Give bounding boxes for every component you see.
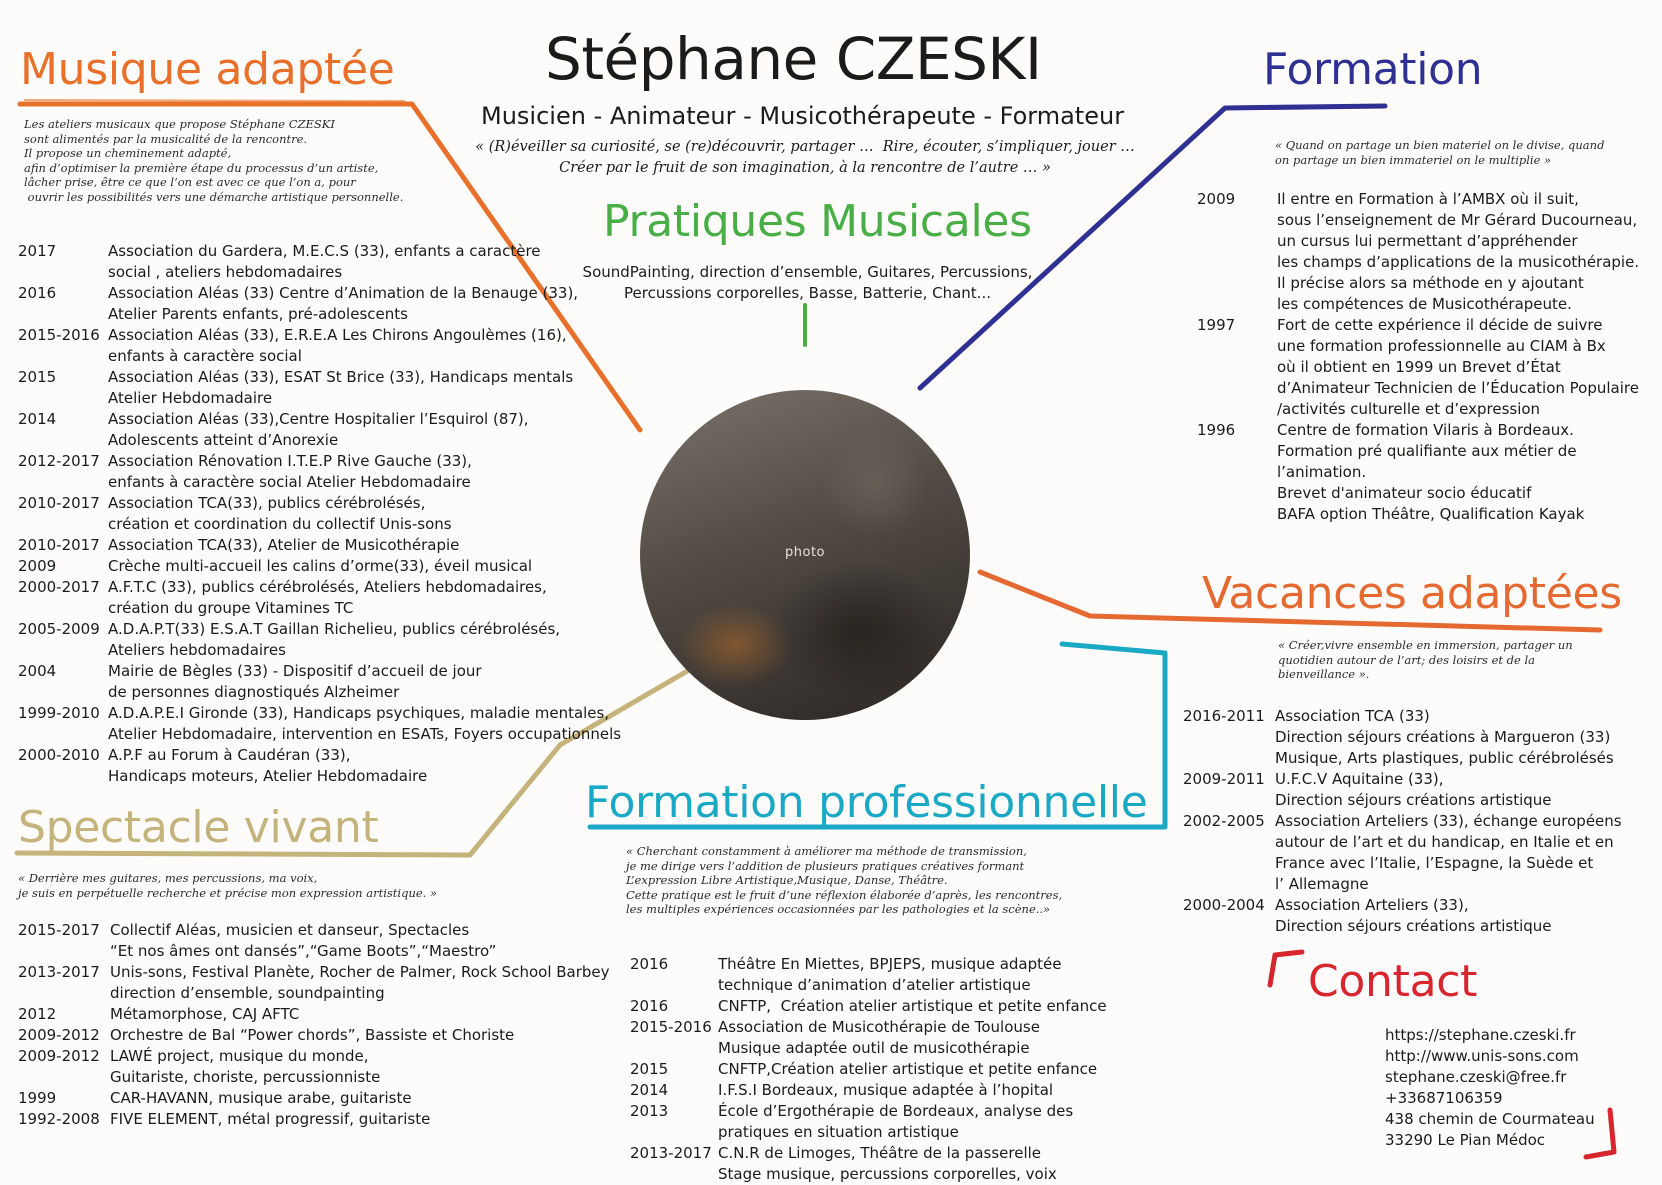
list-item [630,1017,1110,1059]
list-item [18,703,622,745]
spectacle-vivant-list [18,920,608,1130]
list-item [630,954,1110,996]
entry-description: Mairie de Bègles (33) - Dispositif d’accueil de jour de personnes diagnostiqués Alzheimer [108,662,482,701]
musique-adaptee-quote: Les ateliers musicaux que propose Stéphane CZESKI sont alimentés par la musicalité de la rencontre. Il propose un cheminement adapté, afin d’optimiser la première étape du processus d’un artiste, lâcher prise, être ce que l’on est avec ce que l’on a, pour ouvrir les possibilités vers une démarche artistique personnelle. [24,117,404,204]
contact-address-city: 33290 Le Pian Médoc [1385,1131,1546,1149]
entry-description: Association Aléas (33), ESAT St Brice (33), Handicaps mentals Atelier Hebdomadaire [108,368,574,407]
entry-description: Association du Gardera, M.E.C.S (33), enfants a caractère social , ateliers hebdomadaires [108,242,541,281]
entry-description: Il entre en Formation à l’AMBX où il suit, sous l’enseignement de Mr Gérard Ducourneau, un cursus lui permettant d’appréhender les champs d’applications de la musicothérapie. Il précise alors sa méthode en y ajoutant les compétences de Musicothérapeute. [1277,190,1640,313]
formation-pro-heading: Formation professionnelle [585,777,1148,828]
entry-date: 2016 [630,997,669,1015]
entry-date: 2000-2010 [18,746,100,764]
entry-date: 2017 [18,242,57,260]
entry-date: 2013 [630,1102,669,1120]
portrait-photo [640,390,970,720]
entry-description: École d’Ergothérapie de Bordeaux, analyse des pratiques en situation artistique [718,1102,1074,1141]
entry-date: 2010-2017 [18,536,100,554]
list-item [18,577,608,619]
entry-date: 1996 [1197,421,1236,439]
entry-date: 2014 [630,1081,669,1099]
entry-date: 2004 [18,662,57,680]
entry-description: Unis-sons, Festival Planète, Rocher de Palmer, Rock School Barbey direction d’ensemble, soundpainting [110,963,610,1002]
formation-pro-list [630,954,1110,1185]
list-item [18,241,608,283]
list-item [18,535,608,556]
formation-list [1197,189,1640,525]
entry-date: 2015-2016 [630,1018,712,1036]
pratiques-heading: Pratiques Musicales [603,196,1032,247]
list-item [18,745,608,787]
list-item [18,619,608,661]
list-item [18,283,608,325]
contact-unis-sons-link[interactable]: http://www.unis-sons.com [1385,1047,1579,1065]
entry-date: 2016-2011 [1183,707,1265,725]
entry-date: 2009-2011 [1183,770,1265,788]
entry-date: 1997 [1197,316,1236,334]
contact-heading: Contact [1308,956,1478,1007]
list-item [1183,811,1623,895]
list-item [18,920,608,962]
entry-description: LAWÉ project, musique du monde, Guitariste, choriste, percussionniste [110,1047,381,1086]
musique-adaptee-list [18,241,622,787]
list-item [630,1101,1110,1143]
page-title: Stéphane CZESKI [545,25,1042,93]
entry-description: I.F.S.I Bordeaux, musique adaptée à l’hopital [718,1081,1054,1099]
list-item [18,367,608,409]
list-item [1183,769,1623,811]
list-item [1197,189,1640,315]
entry-description: A.D.A.P.T(33) E.S.A.T Gaillan Richelieu, publics cérébrolésés, Ateliers hebdomadaires [108,620,561,659]
list-item [18,1088,608,1109]
entry-date: 2015 [18,368,57,386]
photo-placeholder-label: photo [785,545,825,560]
entry-date: 2000-2017 [18,578,100,596]
contact-phone: +33687106359 [1385,1089,1503,1107]
entry-description: Association Aléas (33), E.R.E.A Les Chirons Angoulèmes (16), enfants à caractère social [108,326,567,365]
list-item [18,962,608,1004]
entry-description: Théâtre En Miettes, BPJEPS, musique adaptée technique d’animation d’atelier artistique [718,955,1062,994]
entry-description: C.N.R de Limoges, Théâtre de la passerelle Stage musique, percussions corporelles, voix [718,1144,1057,1183]
contact-lines [1385,1025,1595,1151]
entry-description: Association TCA(33), Atelier de Musicothérapie [108,536,460,554]
vacances-quote: « Créer,vivre ensemble en immersion, partager un quotidien autour de l’art; des loisirs et de la bienveillance ». [1278,638,1573,681]
list-item [1197,315,1637,420]
entry-description: FIVE ELEMENT, métal progressif, guitariste [110,1110,431,1128]
entry-date: 2013-2017 [18,963,100,981]
list-item [1183,895,1623,937]
entry-date: 2012 [18,1005,57,1023]
entry-description: A.F.T.C (33), publics cérébrolésés, Ateliers hebdomadaires, création du groupe Vitamines TC [108,578,547,617]
entry-description: Association de Musicothérapie de Toulouse Musique adaptée outil de musicothérapie [718,1018,1040,1057]
formation-pro-quote: « Cherchant constamment à améliorer ma méthode de transmission, je me dirige vers l’addition de plusieurs pratiques créatives formant L’expression Libre Artistique,Musique, Danse, Théâtre. Cette pratique est le fruit d’une réflexion élaborée d’après, les rencontres, les multiples expériences occasionnées par les pathologies et la scène..» [626,844,1063,916]
entry-date: 2016 [630,955,669,973]
contact-website[interactable]: https://stephane.czeski.fr [1385,1026,1576,1044]
spectacle-vivant-heading: Spectacle vivant [18,802,379,853]
page-subtitle: Musicien - Animateur - Musicothérapeute - Formateur [481,102,1125,130]
vacances-list [1183,706,1623,937]
entry-date: 1999 [18,1089,57,1107]
entry-description: Association Arteliers (33), Direction séjours créations artistique [1275,896,1552,935]
list-item [18,493,608,535]
entry-date: 2002-2005 [1183,812,1265,830]
entry-description: Collectif Aléas, musicien et danseur, Spectacles “Et nos âmes ont dansés”,“Game Boots”,“Maestro” [110,921,497,960]
list-item [18,1004,608,1025]
entry-description: Association Rénovation I.T.E.P Rive Gauche (33), enfants à caractère social Atelier Hebdomadaire [108,452,472,491]
entry-date: 2009-2012 [18,1026,100,1044]
entry-description: A.P.F au Forum à Caudéran (33), Handicaps moteurs, Atelier Hebdomadaire [108,746,428,785]
list-item [630,996,1110,1017]
entry-date: 2009-2012 [18,1047,100,1065]
pratiques-text: SoundPainting, direction d’ensemble, Guitares, Percussions, Percussions corporelles, Basse, Batterie, Chant... [582,263,1033,302]
entry-description: Association TCA (33) Direction séjours créations à Margueron (33) Musique, Arts plastiques, public cérébrolésés [1275,707,1614,767]
entry-date: 2014 [18,410,57,428]
formation-heading: Formation [1263,44,1483,95]
entry-description: Orchestre de Bal “Power chords”, Bassiste et Choriste [110,1026,515,1044]
entry-date: 2005-2009 [18,620,100,638]
list-item [18,325,608,367]
musique-adaptee-heading: Musique adaptée [20,44,395,95]
list-item [630,1080,1110,1101]
entry-date: 2000-2004 [1183,896,1265,914]
entry-description: Centre de formation Vilaris à Bordeaux. Formation pré qualifiante aux métier de l’animation. Brevet d'animateur socio éducatif BAFA option Théâtre, Qualification Kayak [1277,421,1585,523]
list-item [18,661,608,703]
spectacle-vivant-quote: « Derrière mes guitares, mes percussions, ma voix, je suis en perpétuelle recherche et précise mon expression artistique. » [18,871,437,900]
entry-description: Métamorphose, CAJ AFTC [110,1005,300,1023]
list-item [630,1059,1110,1080]
entry-date: 1992-2008 [18,1110,100,1128]
list-item [18,451,608,493]
entry-date: 2010-2017 [18,494,100,512]
vacances-heading: Vacances adaptées [1202,568,1622,619]
entry-description: Association Arteliers (33), échange européens autour de l’art et du handicap, en Italie et en France avec l’Italie, l’Espagne, la Suède et l’ Allemagne [1275,812,1622,893]
list-item [630,1143,1110,1185]
entry-description: Crèche multi-accueil les calins d’orme(33), éveil musical [108,557,533,575]
entry-description: CAR-HAVANN, musique arabe, guitariste [110,1089,412,1107]
entry-date: 1999-2010 [18,704,100,722]
list-item [18,409,608,451]
contact-address-street: 438 chemin de Courmateau [1385,1110,1595,1128]
contact-bracket-top [1270,952,1302,985]
contact-email[interactable]: stephane.czeski@free.fr [1385,1068,1567,1086]
entry-date: 2009 [1197,190,1236,208]
entry-description: U.F.C.V Aquitaine (33), Direction séjours créations artistique [1275,770,1552,809]
entry-date: 2013-2017 [630,1144,712,1162]
entry-date: 2015-2016 [18,326,100,344]
entry-description: Fort de cette expérience il décide de suivre une formation professionnelle au CIAM à Bx où il obtient en 1999 un Brevet d’État d’Animateur Technicien de l’Éducation Populaire /activités culturelle et d’expression [1277,316,1639,418]
formation-quote: « Quand on partage un bien materiel on le divise, quand on partage un bien immateriel on le multiplie » [1275,138,1605,167]
entry-description: Association TCA(33), publics cérébrolésés, création et coordination du collectif Unis-sons [108,494,452,533]
entry-description: A.D.A.P.E.I Gironde (33), Handicaps psychiques, maladie mentales, Atelier Hebdomadaire, intervention en ESATs, Foyers occupationnels [108,704,622,743]
entry-date: 2015 [630,1060,669,1078]
entry-date: 2015-2017 [18,921,100,939]
entry-description: CNFTP, Création atelier artistique et petite enfance [718,997,1107,1015]
entry-description: Association Aléas (33) Centre d’Animation de la Benauge (33), Atelier Parents enfants, pré-adolescents [108,284,579,323]
entry-date: 2016 [18,284,57,302]
list-item [18,1025,608,1046]
list-item [18,1109,608,1130]
entry-description: Association Aléas (33),Centre Hospitalier l’Esquirol (87), Adolescents atteint d’Anorexie [108,410,529,449]
list-item [1197,420,1637,525]
list-item [1183,706,1623,769]
header-quote: « (R)éveiller sa curiosité, se (re)découvrir, partager … Rire, écouter, s’impliquer, jouer … Créer par le fruit de son imagination, à la rencontre de l’autre … » [475,139,1135,176]
entry-description: CNFTP,Création atelier artistique et petite enfance [718,1060,1098,1078]
list-item [18,556,608,577]
list-item [18,1046,608,1088]
entry-date: 2009 [18,557,57,575]
entry-date: 2012-2017 [18,452,100,470]
